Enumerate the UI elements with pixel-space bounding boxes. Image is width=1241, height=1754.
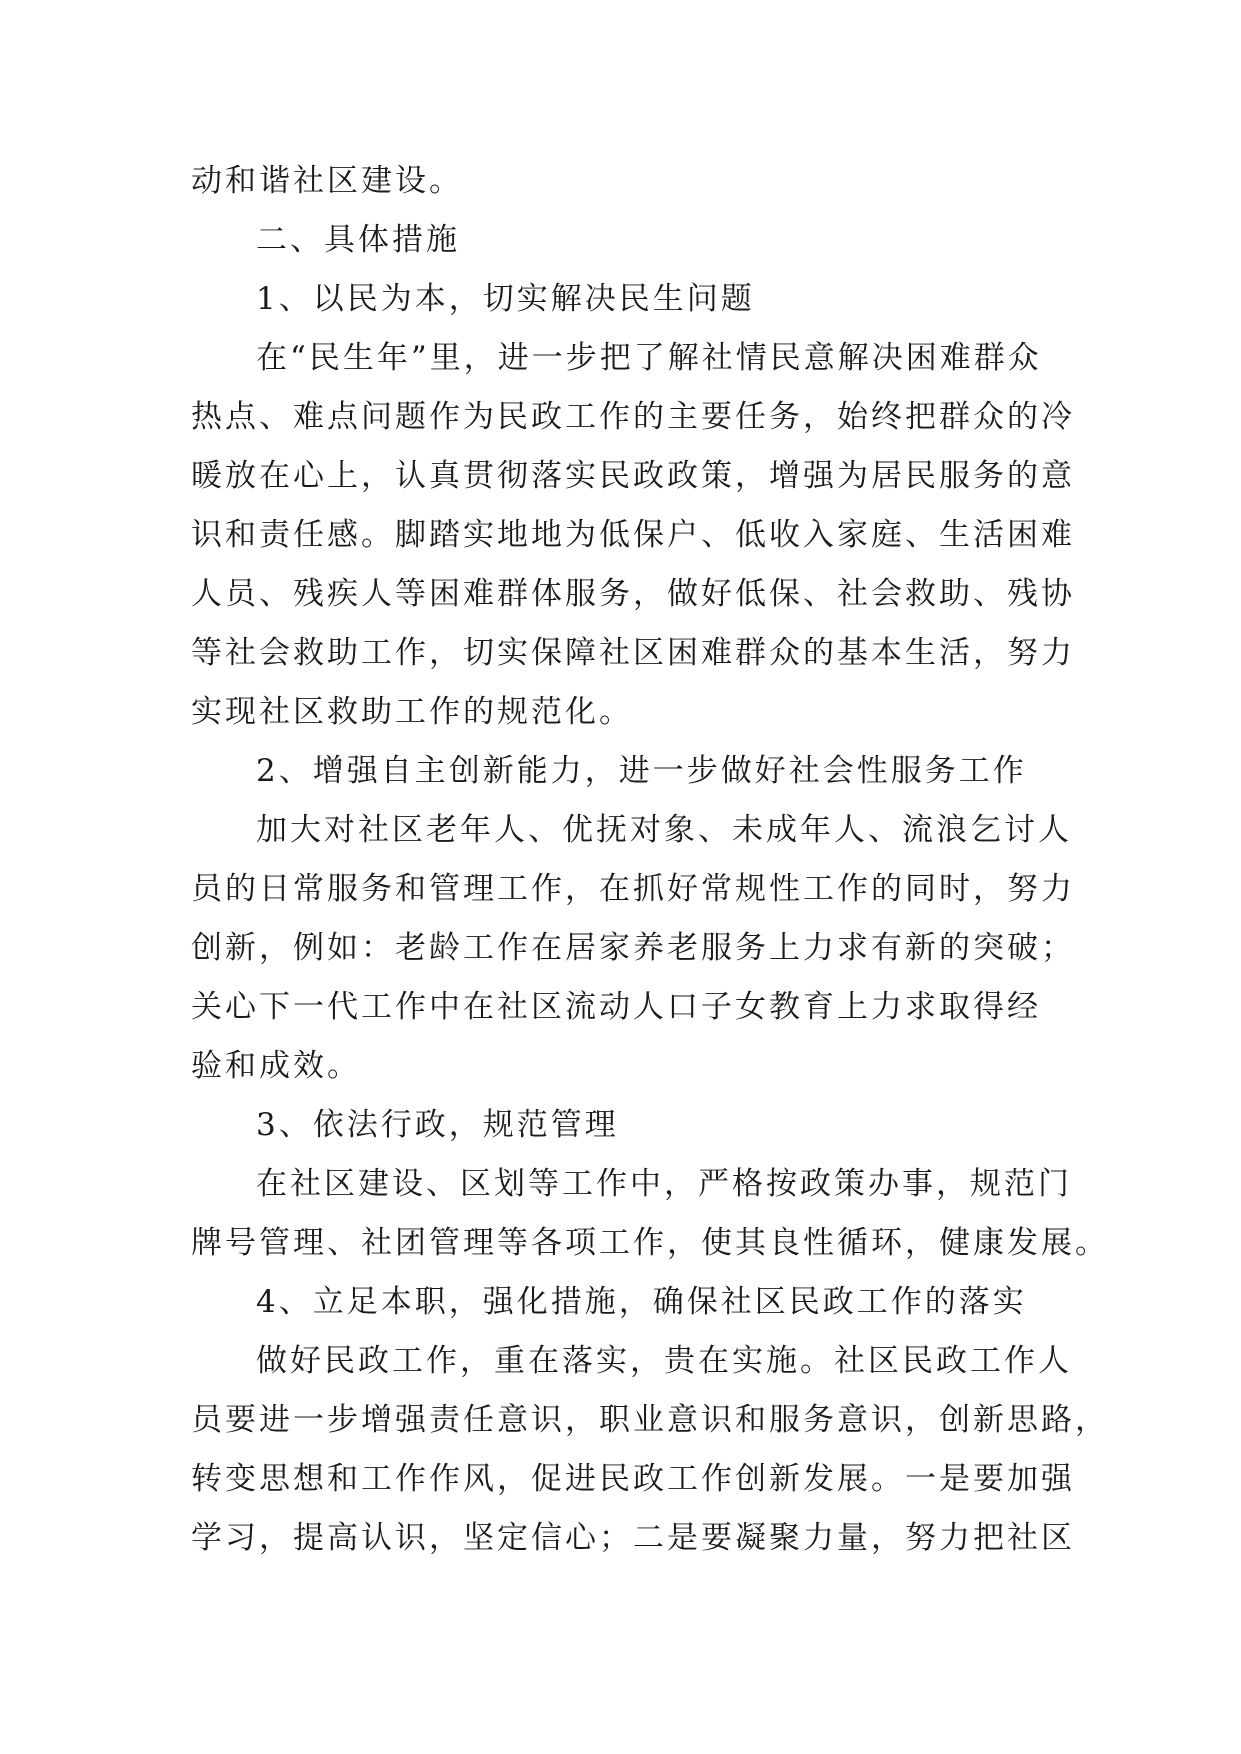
text-line: 创新，例如：老龄工作在居家养老服务上力求有新的突破； <box>191 930 1075 966</box>
subsection-heading: 2、增强自主创新能力，进一步做好社会性服务工作 <box>256 753 1027 789</box>
section-heading: 二、具体措施 <box>256 222 460 258</box>
text-line: 在社区建设、区划等工作中，严格按政策办事，规范门 <box>256 1166 1072 1202</box>
text-line: 等社会救助工作，切实保障社区困难群众的基本生活，努力 <box>191 635 1075 671</box>
text-line: 人员、残疾人等困难群体服务，做好低保、社会救助、残协 <box>191 576 1075 612</box>
document-body <box>191 152 1109 1568</box>
text-line: 员要进一步增强责任意识，职业意识和服务意识，创新思路， <box>191 1402 1109 1438</box>
text-line: 热点、难点问题作为民政工作的主要任务，始终把群众的冷 <box>191 399 1075 435</box>
subsection-heading: 3、依法行政，规范管理 <box>256 1107 619 1143</box>
text-line: 动和谐社区建设。 <box>191 163 463 199</box>
text-line: 学习，提高认识，坚定信心；二是要凝聚力量，努力把社区 <box>191 1520 1075 1556</box>
text-line: 员的日常服务和管理工作，在抓好常规性工作的同时，努力 <box>191 871 1075 907</box>
subsection-heading: 1、以民为本，切实解决民生问题 <box>256 281 755 317</box>
text-line: 做好民政工作，重在落实，贵在实施。社区民政工作人 <box>256 1343 1072 1379</box>
text-line: 暖放在心上，认真贯彻落实民政政策，增强为居民服务的意 <box>191 458 1075 494</box>
text-line: 验和成效。 <box>191 1048 361 1084</box>
text-line: 识和责任感。脚踏实地地为低保户、低收入家庭、生活困难 <box>191 517 1075 553</box>
subsection-heading: 4、立足本职，强化措施，确保社区民政工作的落实 <box>256 1284 1027 1320</box>
text-line: 加大对社区老年人、优抚对象、未成年人、流浪乞讨人 <box>256 812 1072 848</box>
text-line: 关心下一代工作中在社区流动人口子女教育上力求取得经 <box>191 989 1041 1025</box>
text-line: 转变思想和工作作风，促进民政工作创新发展。一是要加强 <box>191 1461 1075 1497</box>
text-line: 在“民生年”里，进一步把了解社情民意解决困难群众 <box>256 340 1042 376</box>
text-line: 牌号管理、社团管理等各项工作，使其良性循环，健康发展。 <box>191 1225 1109 1261</box>
text-line: 实现社区救助工作的规范化。 <box>191 694 633 730</box>
